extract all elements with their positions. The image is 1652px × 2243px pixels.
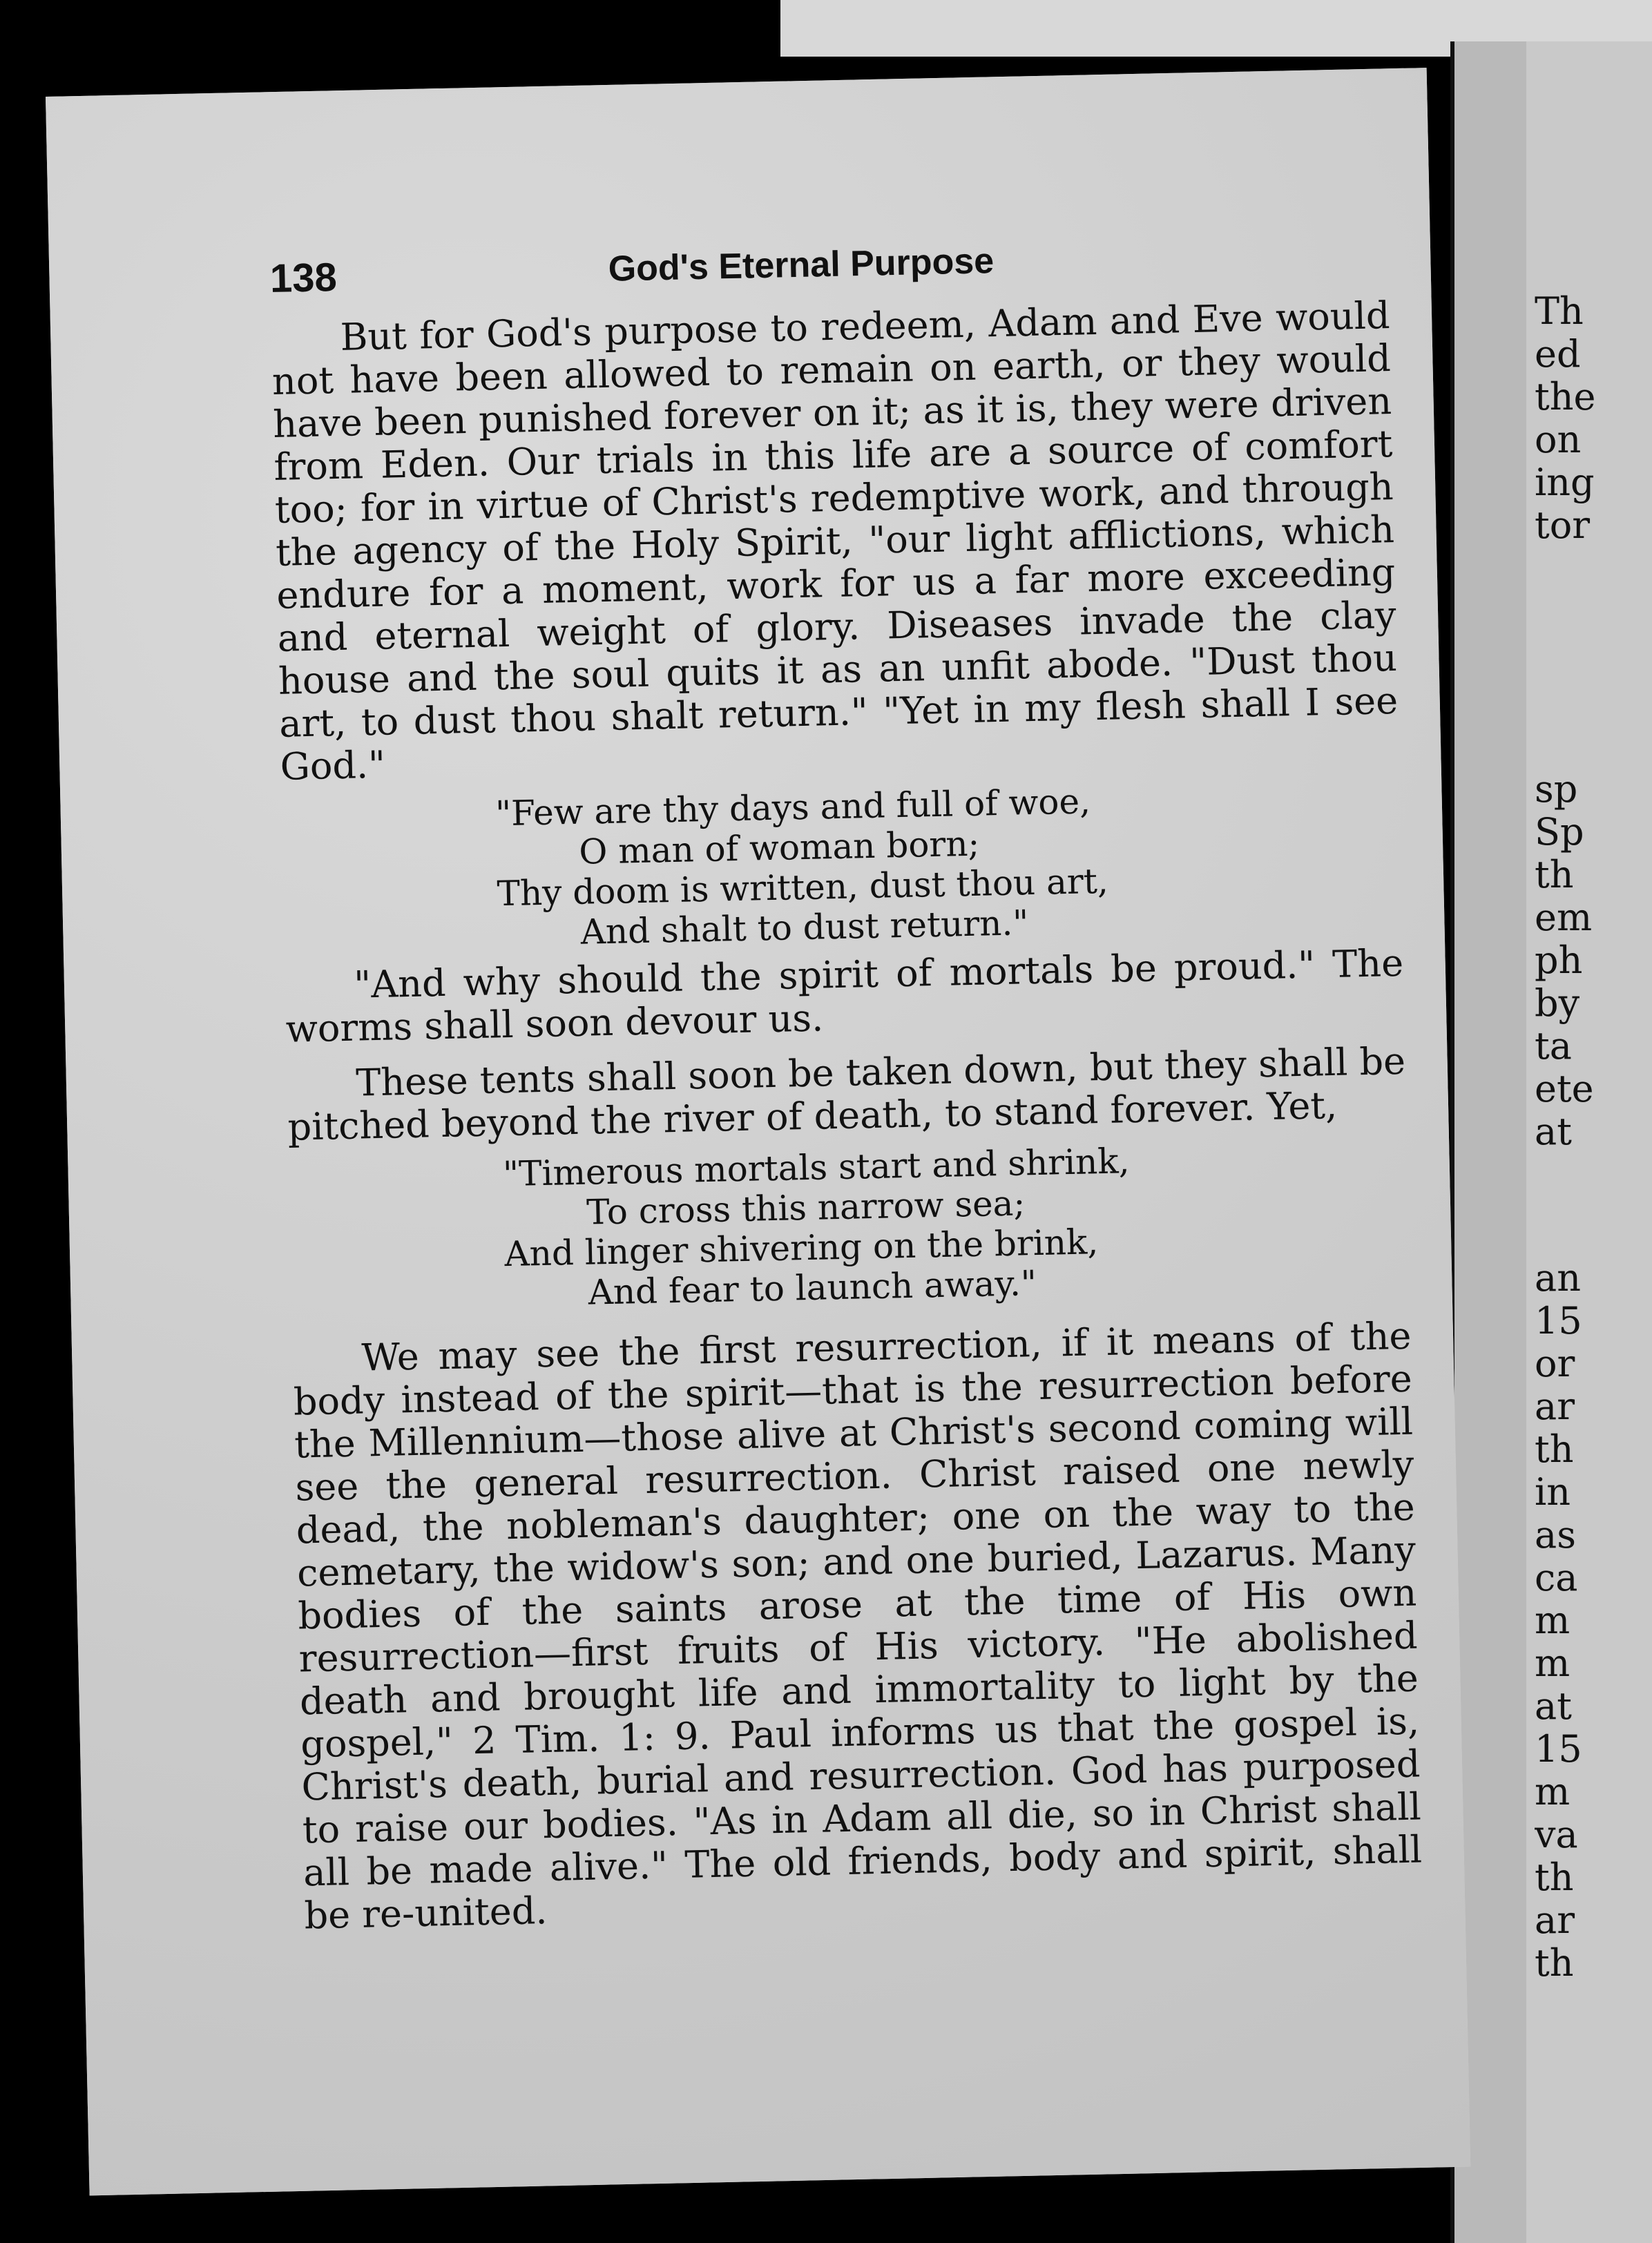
- facing-line: sp: [1535, 767, 1578, 811]
- facing-line: on: [1535, 418, 1582, 461]
- left-page-content: [269, 225, 1423, 1937]
- facing-line: ph: [1535, 938, 1583, 982]
- verse-line: To cross this narrow sea;: [586, 1183, 1026, 1233]
- facing-line: ar: [1535, 1385, 1575, 1428]
- verse-line: "Few are thy days and full of woe,: [494, 781, 1091, 834]
- facing-line: ar: [1535, 1898, 1575, 1942]
- facing-line: at: [1535, 1110, 1572, 1153]
- verse-1: [281, 775, 1403, 959]
- facing-line: em: [1535, 896, 1593, 939]
- verse-line: And linger shivering on the brink,: [503, 1222, 1099, 1275]
- facing-line: th: [1535, 1941, 1574, 1985]
- verse-2: [289, 1135, 1411, 1319]
- paragraph-4: We may see the first resurrection, if it means of the body instead of the spirit—that is the resurrection before the Millennium—those alive at Christ's second coming will see the general resurrection. Christ raised one newly dead, the nobleman's daughter; one on the way to the cemetary, the widow's son; and one buried, Lazarus. Many bodies of the saints arose at the time of His own resurrection—first fruits of His victory. "He abolished death and brought life and immortality to light by the gospel," 2 Tim. 1: 9. Paul informs us that the gospel is, Christ's death, burial and resurrection. God has purposed to raise our bodies. "As in Adam all die, so in Christ shall all be made alive." The old friends, body and spirit, shall be re-united.: [293, 1313, 1423, 1938]
- verse-line: Thy doom is written, dust thou art,: [497, 860, 1109, 914]
- facing-line: Th: [1535, 290, 1584, 333]
- facing-line: ca: [1535, 1556, 1578, 1599]
- facing-line: in: [1535, 1470, 1571, 1514]
- facing-line: th: [1535, 853, 1574, 896]
- paragraph-1: But for God's purpose to redeem, Adam and Eve would not have been allowed to remain on earth, or they would have been punished forever on it; as it is, they were driven from Eden. Our trials in this life are a source of comfort too; for in virtue of Christ's redemptive work, and through the agency of the Holy Spirit, "our light afflictions, which endure for a moment, work for us a far more exceeding and eternal weight of glory. Diseases invade the clay house and the soul quits it as an unfit abode. "Dust thou art, to dust thou shalt return." "Yet in my flesh shall I see God.": [271, 293, 1399, 789]
- facing-line: m: [1535, 1770, 1571, 1813]
- facing-line: th: [1535, 1856, 1574, 1899]
- facing-line: Sp: [1535, 810, 1584, 854]
- facing-line: 15: [1535, 1727, 1582, 1771]
- facing-line: ta: [1535, 1024, 1572, 1068]
- facing-line: at: [1535, 1684, 1572, 1728]
- facing-line: ete: [1535, 1067, 1594, 1110]
- running-head: God's Eternal Purpose: [608, 241, 995, 289]
- facing-line: m: [1535, 1642, 1571, 1685]
- facing-line: th: [1535, 1427, 1574, 1471]
- facing-line: an: [1535, 1256, 1581, 1300]
- paragraph-3: These tents shall soon be taken down, but they shall be pitched beyond the river of death, to stand forever. Yet,: [287, 1039, 1406, 1149]
- facing-line: or: [1535, 1342, 1575, 1385]
- verse-line: "Timerous mortals start and shrink,: [502, 1141, 1131, 1195]
- facing-line: 15: [1535, 1299, 1582, 1342]
- page-number: 138: [269, 254, 338, 301]
- facing-line: m: [1535, 1599, 1571, 1642]
- facing-line: va: [1535, 1813, 1578, 1856]
- paragraph-2: "And why should the spirit of mortals be proud." The worms shall soon devour us.: [285, 941, 1404, 1051]
- facing-line: tor: [1535, 503, 1591, 547]
- facing-page-text: [1535, 290, 1652, 1985]
- verse-line: And shalt to dust return.": [580, 903, 1029, 952]
- facing-line: as: [1535, 1513, 1576, 1557]
- facing-line: ing: [1535, 461, 1595, 504]
- verse-line: O man of woman born;: [578, 823, 980, 872]
- verse-line: And fear to launch away.": [588, 1263, 1037, 1313]
- facing-line: by: [1535, 981, 1580, 1025]
- facing-line: ed: [1535, 332, 1581, 376]
- facing-line: the: [1535, 375, 1596, 418]
